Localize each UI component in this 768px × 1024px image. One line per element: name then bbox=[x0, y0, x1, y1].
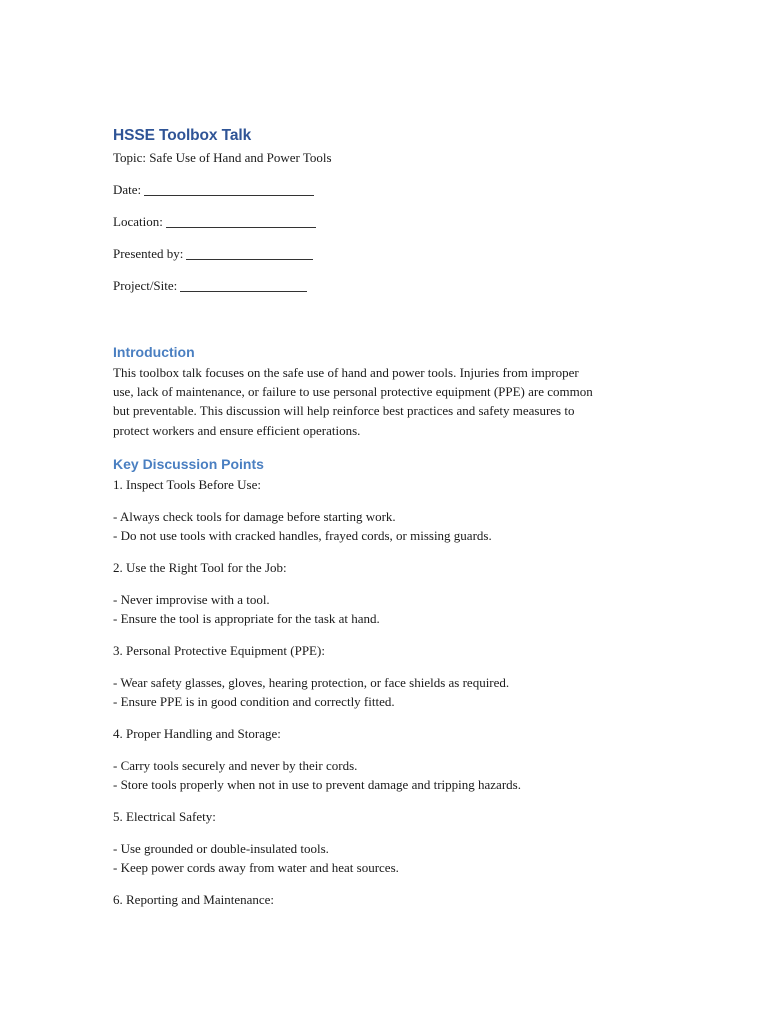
presented-by-label: Presented by: bbox=[113, 246, 184, 261]
key-point-1 bbox=[113, 475, 673, 545]
location-field bbox=[113, 212, 673, 231]
document-title: HSSE Toolbox Talk bbox=[113, 127, 252, 144]
bullet-item: - Ensure PPE is in good condition and correctly fitted. bbox=[113, 693, 395, 709]
key-point-title: 1. Inspect Tools Before Use: bbox=[113, 476, 261, 492]
key-point-4 bbox=[113, 724, 673, 794]
key-point-2 bbox=[113, 558, 673, 628]
bullet-item: - Store tools properly when not in use to prevent damage and tripping hazards. bbox=[113, 776, 521, 792]
presented-by-blank-line[interactable] bbox=[186, 246, 313, 260]
bullet-item: - Never improvise with a tool. bbox=[113, 591, 270, 607]
key-point-title: 6. Reporting and Maintenance: bbox=[113, 891, 275, 907]
bullet-item: - Wear safety glasses, gloves, hearing protection, or face shields as required. bbox=[113, 674, 510, 690]
key-point-title: 4. Proper Handling and Storage: bbox=[113, 725, 281, 741]
key-point-bullets bbox=[113, 756, 673, 794]
key-point-3 bbox=[113, 641, 673, 711]
project-site-blank-line[interactable] bbox=[180, 278, 307, 292]
introduction-line: This toolbox talk focuses on the safe use of hand and power tools. Injuries from improper bbox=[113, 365, 579, 380]
key-point-bullets bbox=[113, 507, 673, 545]
key-point-bullets bbox=[113, 839, 673, 877]
bullet-item: - Carry tools securely and never by their cords. bbox=[113, 757, 358, 773]
introduction-line: but preventable. This discussion will help reinforce best practices and safety measures to bbox=[113, 403, 575, 419]
location-blank-line[interactable] bbox=[166, 214, 316, 228]
introduction-paragraph bbox=[113, 363, 673, 440]
bullet-item: - Ensure the tool is appropriate for the task at hand. bbox=[113, 610, 380, 626]
bullet-item: - Keep power cords away from water and heat sources. bbox=[113, 859, 399, 875]
key-point-title: 5. Electrical Safety: bbox=[113, 808, 216, 824]
location-label: Location: bbox=[113, 214, 163, 229]
introduction-line: protect workers and ensure efficient operations. bbox=[113, 422, 361, 438]
document-page bbox=[113, 124, 673, 909]
date-label: Date: bbox=[113, 182, 142, 197]
introduction-heading: Introduction bbox=[113, 344, 195, 360]
bullet-item: - Do not use tools with cracked handles, frayed cords, or missing guards. bbox=[113, 527, 492, 543]
project-site-field bbox=[113, 276, 673, 295]
key-discussion-points-heading: Key Discussion Points bbox=[113, 455, 264, 472]
key-point-bullets bbox=[113, 590, 673, 628]
bullet-item: - Use grounded or double-insulated tools. bbox=[113, 840, 329, 856]
presented-by-field bbox=[113, 244, 673, 263]
topic-line: Topic: Safe Use of Hand and Power Tools bbox=[113, 150, 332, 165]
date-field bbox=[113, 180, 673, 199]
key-point-title: 3. Personal Protective Equipment (PPE): bbox=[113, 642, 325, 658]
bullet-item: - Always check tools for damage before starting work. bbox=[113, 508, 396, 524]
key-point-5 bbox=[113, 807, 673, 877]
date-blank-line[interactable] bbox=[144, 182, 314, 196]
key-point-bullets bbox=[113, 673, 673, 711]
introduction-line: use, lack of maintenance, or failure to use personal protective equipment (PPE) are common bbox=[113, 384, 593, 400]
key-point-title: 2. Use the Right Tool for the Job: bbox=[113, 559, 287, 575]
project-site-label: Project/Site: bbox=[113, 278, 178, 293]
key-point-6 bbox=[113, 890, 673, 909]
